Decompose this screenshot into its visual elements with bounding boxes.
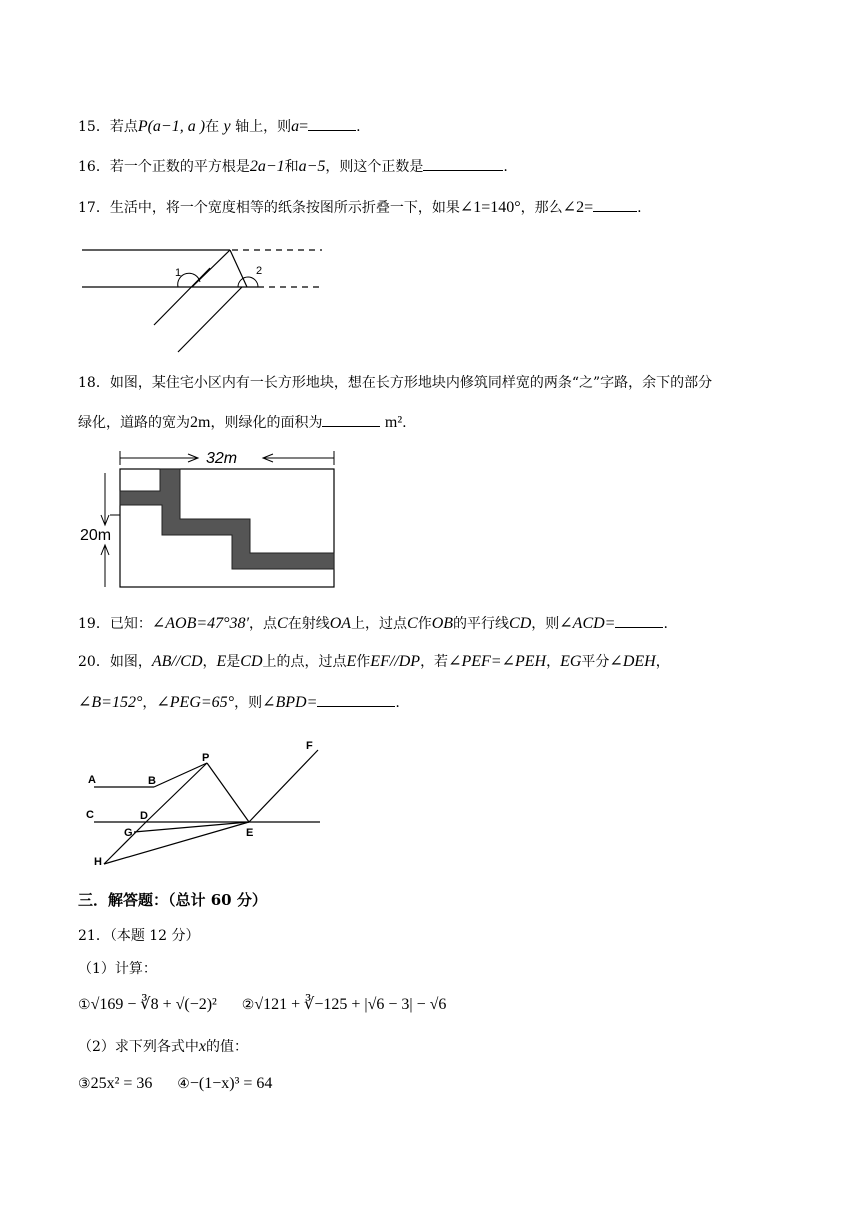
question-number: 18． <box>78 375 110 391</box>
angle-expression: ∠1=140° <box>459 199 521 216</box>
point-label-F: F <box>306 740 313 752</box>
angle-expression: ∠B=152° <box>78 694 143 711</box>
section-3-title: 三．解答题：（总计 60 分） <box>78 891 267 909</box>
period: . <box>356 119 361 135</box>
period: . <box>402 415 407 431</box>
text: ，若 <box>420 654 449 670</box>
text: 在 <box>205 119 220 135</box>
parallel-lines-figure <box>84 736 330 868</box>
fold-line <box>230 250 247 287</box>
ray-label: OA <box>329 615 352 632</box>
period: . <box>503 159 508 175</box>
question-20-line1 <box>78 651 670 673</box>
text: 的值： <box>206 1039 249 1055</box>
text: 作 <box>356 654 371 670</box>
angle-expression: ∠BPD= <box>262 694 318 711</box>
calc-expression-1: √169 − ∛8 + √(−2)² <box>90 996 217 1013</box>
text: 的平行线 <box>453 616 510 632</box>
question-21-eq-row <box>78 1073 272 1095</box>
text: ，则这个正数是 <box>325 159 424 175</box>
angle-expression: ∠DEH <box>609 653 656 670</box>
item-marker: ① <box>78 997 91 1013</box>
text: 如图，某住宅小区内有一长方形地块，想在长方形地块内修筑同样宽的两条“之”字路，余下的部分 <box>109 375 713 391</box>
point-expression: P(a−1, a ) <box>137 118 206 135</box>
parallel-expression: AB//CD <box>151 653 203 670</box>
folded-strip-edge <box>178 287 242 352</box>
text: ， <box>546 654 561 670</box>
paper-strip-figure <box>82 240 322 358</box>
expression: a−5 <box>298 158 326 175</box>
answer-blank <box>423 156 503 171</box>
equation-4: −(1−x)³ = 64 <box>189 1075 273 1092</box>
segment-BP <box>154 763 207 787</box>
variable: a <box>291 118 300 135</box>
question-19 <box>78 613 668 635</box>
question-16 <box>78 156 508 178</box>
text: 是 <box>226 654 241 670</box>
text: 绿化，道路的宽为 <box>78 415 190 431</box>
question-20-line2 <box>78 692 400 714</box>
period: . <box>637 200 642 216</box>
angle-2-arc <box>238 277 258 287</box>
angle-1-label: 1 <box>175 267 182 279</box>
calc-expression-2: √121 + ∛−125 + |√6 − 3| − √6 <box>254 996 447 1013</box>
expression: 2a−1 <box>249 158 285 175</box>
period: . <box>663 616 668 632</box>
answer-blank <box>317 692 395 707</box>
question-18-line2 <box>78 412 407 434</box>
point-label: C <box>277 615 288 632</box>
text: 若点 <box>109 119 138 135</box>
text: ， <box>202 654 217 670</box>
period: . <box>395 695 400 711</box>
axis-variable: y <box>223 118 231 135</box>
point-label: C <box>407 615 418 632</box>
question-number: 15． <box>78 119 110 135</box>
unit: m² <box>384 414 403 431</box>
item-marker: ④ <box>177 1076 190 1092</box>
point-label: E <box>346 653 357 670</box>
angle-expression: ∠AOB=47°38′ <box>151 615 250 632</box>
text: ， <box>142 695 157 711</box>
equals-sign: = <box>299 118 309 135</box>
line-label: EG <box>560 653 582 670</box>
ray-EF <box>249 750 318 822</box>
text: ，那么 <box>520 200 563 216</box>
point-label-A: A <box>88 774 96 786</box>
ray-label: OB <box>431 615 454 632</box>
fold-line <box>192 250 230 287</box>
line-label: CD <box>240 653 263 670</box>
text: 如图， <box>109 654 152 670</box>
text: 若一个正数的平方根是 <box>109 159 250 175</box>
answer-blank <box>322 412 380 427</box>
question-21-header: 21．（本题 12 分） <box>78 928 200 944</box>
equation-3: 25x² = 36 <box>90 1075 153 1092</box>
variable: x <box>198 1038 207 1055</box>
segment-PD <box>146 763 207 822</box>
text: 已知： <box>109 616 152 632</box>
answer-blank <box>615 613 663 628</box>
text: （2）求下列各式中 <box>78 1039 199 1055</box>
point-label-B: B <box>148 775 156 787</box>
text: 上的点，过点 <box>262 654 347 670</box>
point-label-D: D <box>140 810 148 822</box>
answer-blank <box>308 116 356 131</box>
point-label-H: H <box>94 856 102 868</box>
rectangle-plot-figure <box>78 445 340 593</box>
question-number: 19． <box>78 616 110 632</box>
text: 作 <box>417 616 432 632</box>
text: 上，过点 <box>351 616 408 632</box>
point-label-G: G <box>124 827 133 839</box>
point-label-E: E <box>246 827 254 839</box>
question-21-part2 <box>78 1036 248 1058</box>
question-number: 17． <box>78 200 110 216</box>
text: ，点 <box>249 616 278 632</box>
point-label: E <box>216 653 227 670</box>
text: ，则 <box>531 616 560 632</box>
question-number: 16． <box>78 159 110 175</box>
text: 和 <box>284 159 299 175</box>
angle-expression: ∠PEF=∠PEH <box>448 653 547 670</box>
item-marker: ③ <box>78 1076 91 1092</box>
length-label: 32m <box>206 450 238 467</box>
text: ， <box>655 654 670 670</box>
angle-expression: ∠PEG=65° <box>156 694 235 711</box>
text: ，则 <box>234 695 263 711</box>
question-18-line1 <box>78 372 712 394</box>
angle-2-label: 2 <box>256 265 263 277</box>
question-15 <box>78 116 361 138</box>
question-number: 20． <box>78 654 110 670</box>
angle-expression: ∠ACD= <box>559 615 616 632</box>
point-label-C: C <box>86 809 94 821</box>
question-21-calc-row <box>78 994 446 1016</box>
question-17 <box>78 197 642 219</box>
answer-blank <box>593 197 637 212</box>
road-width: 2m <box>190 414 211 431</box>
text: ，则绿化的面积为 <box>210 415 323 431</box>
item-marker: ② <box>241 997 255 1013</box>
line-label: CD <box>509 615 532 632</box>
parallel-expression: EF//DP <box>370 653 421 670</box>
folded-strip-edge <box>154 268 210 325</box>
text: 在射线 <box>287 616 330 632</box>
text: 轴上，则 <box>230 119 292 135</box>
point-label-P: P <box>202 752 210 764</box>
text: 平分 <box>581 654 610 670</box>
angle-expression: ∠2= <box>562 199 594 216</box>
text: 生活中，将一个宽度相等的纸条按图所示折叠一下，如果 <box>109 200 460 216</box>
segment-PE <box>207 763 249 822</box>
height-label: 20m <box>80 527 112 544</box>
question-21-part1: （1）计算： <box>78 961 157 977</box>
